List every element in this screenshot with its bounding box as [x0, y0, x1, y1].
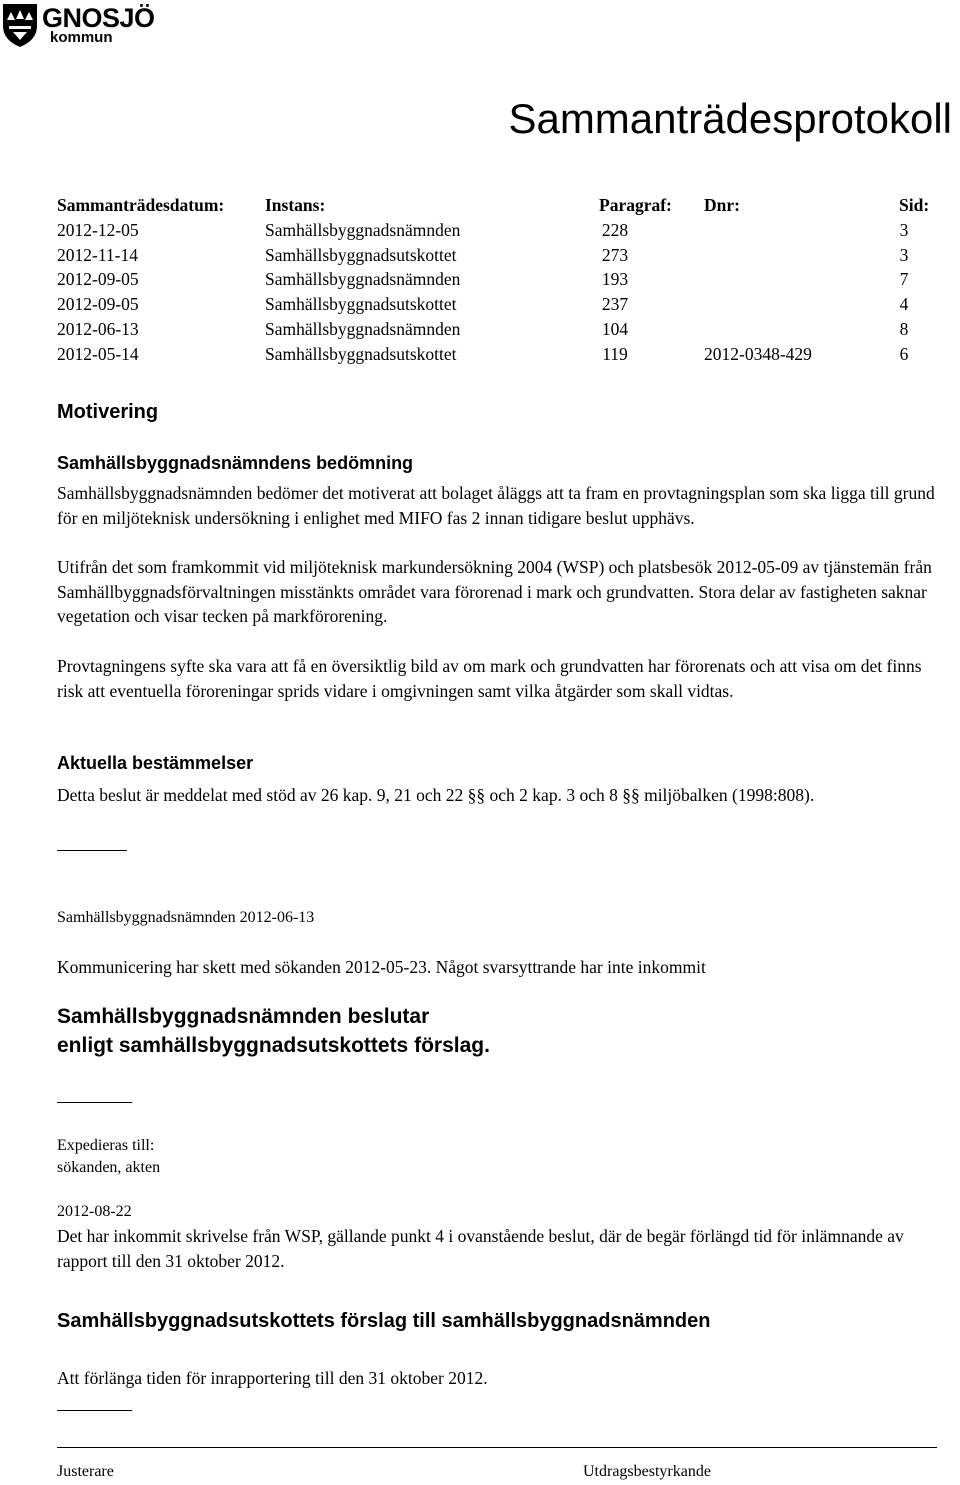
cell-dnr: 2012-0348-429: [704, 343, 812, 364]
paragraph-findings: Utifrån det som framkommit vid miljöteknisk markundersökning 2004 (WSP) och platsbesök 2012-05-09 av tjänstemän från Samhällbyggnadsförvaltningen misstänkts området vara förorenad i mark och grundvatten. Stora delar av fastigheten saknar vegetation och visar tecken på markförorening.: [57, 557, 932, 626]
update-text: Det har inkommit skrivelse från WSP, gällande punkt 4 i ovanstående beslut, där de begär förlängd tid för inlämnande av rapport till den 31 oktober 2012.: [57, 1226, 904, 1271]
header-body: Instans:: [265, 195, 326, 215]
cell-page: 7: [899, 269, 909, 290]
footer-justerare: Justerare: [57, 1463, 114, 1480]
municipality-logo: [0, 0, 175, 48]
header-dnr: Dnr:: [704, 195, 740, 215]
cell-date: 2012-09-05: [57, 269, 139, 290]
table-row: [57, 243, 937, 268]
table-row: [57, 267, 937, 292]
page-title: Sammanträdesprotokoll: [508, 95, 952, 142]
cell-date: 2012-06-13: [57, 318, 139, 339]
header-paragraph: Paragraf:: [599, 195, 672, 215]
cell-date: 2012-09-05: [57, 294, 139, 315]
section-heading-motivering: Motivering: [57, 401, 159, 423]
decision-heading-line1: Samhällsbyggnadsnämnden beslutar: [57, 1005, 430, 1028]
proposal-heading: Samhällsbyggnadsutskottets förslag till samhällsbyggnadsnämnden: [57, 1310, 711, 1332]
divider: [57, 1102, 132, 1103]
decision-heading-line2: enligt samhällsbyggnadsutskottets förslag.: [57, 1034, 490, 1057]
cell-paragraph: 273: [601, 244, 629, 265]
cell-body: Samhällsbyggnadsnämnden: [265, 269, 461, 290]
subheading-assessment: Samhällsbyggnadsnämndens bedömning: [57, 453, 414, 473]
cell-body: Samhällsbyggnadsutskottet: [265, 294, 457, 315]
cell-date: 2012-11-14: [57, 244, 139, 265]
update-date: 2012-08-22: [57, 1203, 132, 1220]
proposal-text: Att förlänga tiden för inrapportering till den 31 oktober 2012.: [57, 1368, 488, 1388]
footer-utdragsbestyrkande: Utdragsbestyrkande: [583, 1463, 711, 1480]
cell-paragraph: 193: [601, 269, 629, 290]
logo-subtitle: kommun: [50, 29, 113, 46]
cell-paragraph: 104: [601, 318, 629, 339]
meeting-label: Samhällsbyggnadsnämnden 2012-06-13: [57, 909, 315, 926]
divider: [57, 1410, 132, 1411]
coat-of-arms-icon: [0, 2, 40, 48]
communication-note: Kommunicering har skett med sökanden 2012-05-23. Något svarsyttrande har inte inkommit: [57, 957, 706, 977]
subheading-regulations: Aktuella bestämmelser: [57, 753, 254, 773]
header-page: Sid:: [899, 195, 930, 215]
table-header: [57, 193, 937, 218]
cell-body: Samhällsbyggnadsutskottet: [265, 343, 457, 364]
header-date: Sammanträdesdatum:: [57, 195, 225, 215]
cell-body: Samhällsbyggnadsutskottet: [265, 244, 457, 265]
divider: [57, 850, 127, 851]
cell-body: Samhällsbyggnadsnämnden: [265, 318, 461, 339]
footer-divider: [57, 1447, 937, 1448]
paragraph-assessment: Samhällsbyggnadsnämnden bedömer det motiverat att bolaget åläggs att ta fram en provtagningsplan som ska ligga till grund för en miljöteknisk undersökning i enlighet med MIFO fas 2 innan tidigare beslut upphävs.: [57, 483, 935, 528]
paragraph-regulations: Detta beslut är meddelat med stöd av 26 kap. 9, 21 och 22 §§ och 2 kap. 3 och 8 §§ miljöbalken (1998:808).: [57, 785, 815, 805]
cell-paragraph: 119: [602, 343, 628, 364]
logo-name: GNOSJÖ: [42, 3, 155, 33]
cell-page: 3: [899, 219, 909, 240]
dispatch-label: Expedieras till:: [57, 1137, 155, 1154]
paragraph-purpose: Provtagningens syfte ska vara att få en översiktlig bild av om mark och grundvatten har förorenats och att visa om det finns risk att eventuella föroreningar sprids vidare i omgivningen samt vilka åtgärder som skall vidtas.: [57, 656, 922, 701]
cell-date: 2012-05-14: [57, 343, 139, 364]
cell-page: 6: [899, 343, 909, 364]
table-row: [57, 292, 937, 317]
cell-body: Samhällsbyggnadsnämnden: [265, 219, 461, 240]
cell-page: 8: [899, 318, 909, 339]
cell-paragraph: 228: [601, 219, 629, 240]
meeting-table: [57, 193, 937, 367]
cell-paragraph: 237: [601, 294, 629, 315]
table-row: [57, 317, 937, 342]
cell-date: 2012-12-05: [57, 219, 139, 240]
table-row: [57, 342, 937, 367]
cell-page: 4: [899, 294, 909, 315]
cell-page: 3: [899, 244, 909, 265]
table-row: [57, 218, 937, 243]
dispatch-recipients: sökanden, akten: [57, 1159, 161, 1176]
